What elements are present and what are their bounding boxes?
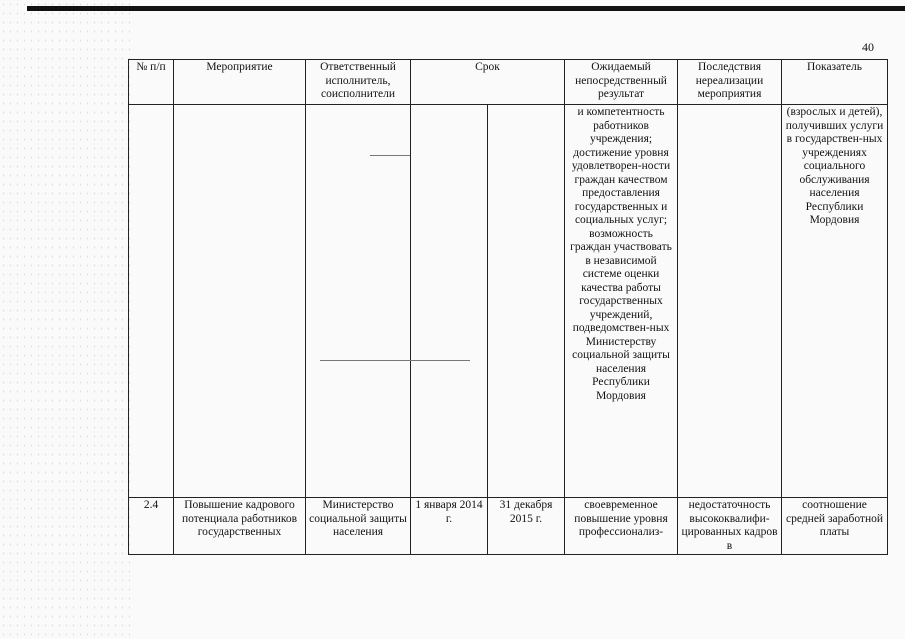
cell-empty [174,105,306,498]
scan-dash [320,360,470,361]
cell-event: Повышение кадрового потенциала работников государственных [174,498,306,555]
cell-empty [411,105,488,498]
header-indicator: Показатель [782,60,888,105]
cell-consequences: недостаточность высококвалифи-цированных кадров в [678,498,782,555]
cell-empty [306,105,411,498]
cell-expected: своевременное повышение уровня профессионализ- [565,498,678,555]
header-consequences: Последствия нереализации мероприятия [678,60,782,105]
measures-table [128,59,888,555]
header-expected: Ожидаемый непосредственный результат [565,60,678,105]
cell-empty [678,105,782,498]
cell-empty [129,105,174,498]
cell-num: 2.4 [129,498,174,555]
cell-term-start: 1 января 2014 г. [411,498,488,555]
cell-responsible: Министерство социальной защиты населения [306,498,411,555]
header-event: Мероприятие [174,60,306,105]
cell-expected-continuation: и компетентность работников учреждения; достижение уровня удовлетворен-ности граждан качеством предоставления государственных и социальных услуг; возможность граждан участвовать в независимой системе оценки качества работы государственных учреждений, подведомствен-ных Министерству социальной защиты населения Республики Мордовия [565,105,678,498]
page-top-border [27,6,905,11]
header-responsible: Ответственный исполнитель, соисполнители [306,60,411,105]
cell-indicator-continuation: (взрослых и детей), получивших услуги в государствен-ных учреждениях социального обслуживания населения Республики Мордовия [782,105,888,498]
scan-dash [370,155,410,156]
page-number: 40 [862,40,874,54]
cell-indicator: соотношение средней заработной платы [782,498,888,555]
table-row-continuation [129,105,888,498]
table-header-row [129,60,888,105]
header-term: Срок [411,60,565,105]
table-row-2-4 [129,498,888,555]
scan-noise [0,0,130,639]
cell-term-end: 31 декабря 2015 г. [488,498,565,555]
header-num: № п/п [129,60,174,105]
cell-empty [488,105,565,498]
